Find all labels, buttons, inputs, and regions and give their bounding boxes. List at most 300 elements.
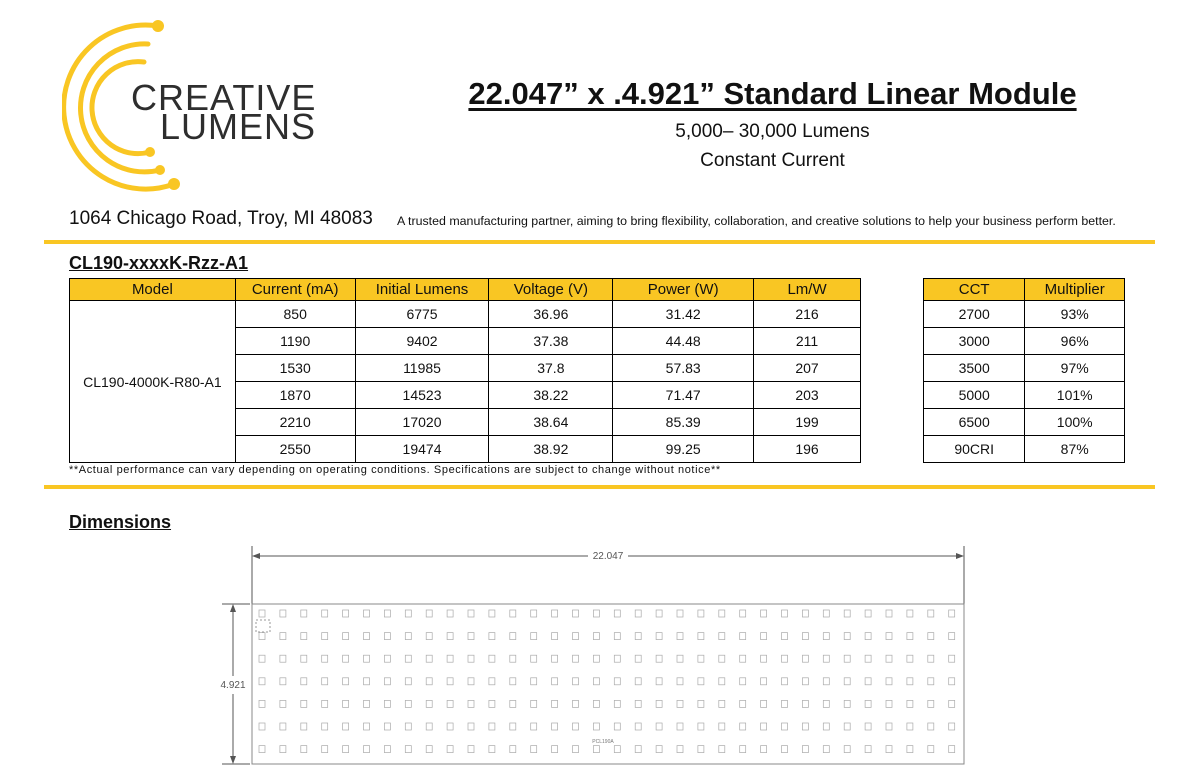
led-footprint: [782, 655, 788, 662]
led-footprint: [468, 700, 474, 707]
led-footprint: [698, 746, 704, 753]
led-footprint: [384, 723, 390, 730]
led-footprint: [426, 610, 432, 617]
led-footprint: [886, 633, 892, 640]
led-footprint: [573, 655, 579, 662]
led-footprint: [552, 723, 558, 730]
led-footprint: [949, 746, 955, 753]
led-footprint: [593, 678, 599, 685]
led-footprint: [886, 746, 892, 753]
arrow-down-icon: [230, 756, 236, 764]
led-footprint: [614, 610, 620, 617]
table-cell: 38.22: [489, 382, 613, 409]
lumen-range: 5,000– 30,000 Lumens: [675, 121, 870, 142]
table-cell: 19474: [355, 436, 489, 463]
col-header-lumens: Initial Lumens: [355, 279, 489, 301]
led-footprint: [384, 678, 390, 685]
board-label: PCL190A: [592, 739, 614, 745]
led-footprint: [719, 700, 725, 707]
led-footprint: [656, 633, 662, 640]
led-footprint: [447, 723, 453, 730]
led-footprint: [635, 700, 641, 707]
led-footprint: [740, 746, 746, 753]
led-footprint: [823, 746, 829, 753]
led-footprint: [949, 723, 955, 730]
led-footprint: [322, 700, 328, 707]
led-footprint: [573, 678, 579, 685]
table-cell: 17020: [355, 409, 489, 436]
led-footprint: [614, 633, 620, 640]
led-footprint: [656, 610, 662, 617]
led-footprint: [531, 723, 537, 730]
led-footprint: [782, 633, 788, 640]
led-footprint: [343, 655, 349, 662]
led-footprint: [865, 723, 871, 730]
table-cell: 44.48: [613, 328, 754, 355]
led-footprint: [322, 610, 328, 617]
led-footprint: [552, 633, 558, 640]
led-footprint: [865, 633, 871, 640]
led-footprint: [447, 700, 453, 707]
led-footprint: [823, 655, 829, 662]
led-footprint: [531, 700, 537, 707]
led-footprint: [782, 678, 788, 685]
led-footprint: [886, 700, 892, 707]
led-footprint: [322, 678, 328, 685]
led-footprint: [405, 678, 411, 685]
led-footprint: [886, 655, 892, 662]
led-footprint: [949, 610, 955, 617]
led-footprint: [468, 678, 474, 685]
led-footprint: [280, 700, 286, 707]
led-footprint: [426, 678, 432, 685]
led-footprint: [322, 746, 328, 753]
led-footprint: [280, 633, 286, 640]
led-footprint: [426, 746, 432, 753]
arrow-left-icon: [252, 553, 260, 559]
logo-word-lumens: LUMENS: [160, 106, 317, 147]
led-footprint: [782, 723, 788, 730]
led-footprint: [782, 746, 788, 753]
led-footprint: [949, 678, 955, 685]
table-cell: 90CRI: [924, 436, 1025, 463]
led-footprint: [384, 700, 390, 707]
led-footprint: [635, 633, 641, 640]
led-footprint: [635, 746, 641, 753]
led-footprint: [364, 700, 370, 707]
col-header-multiplier: Multiplier: [1025, 279, 1125, 301]
led-footprint: [573, 610, 579, 617]
table-cell: 203: [754, 382, 861, 409]
led-footprint: [364, 678, 370, 685]
led-footprint: [510, 678, 516, 685]
led-footprint: [301, 700, 307, 707]
led-footprint: [656, 746, 662, 753]
led-footprint: [510, 610, 516, 617]
led-footprint: [907, 678, 913, 685]
led-footprint: [489, 610, 495, 617]
led-footprint: [384, 633, 390, 640]
led-footprint: [802, 633, 808, 640]
led-footprint: [447, 678, 453, 685]
led-footprint: [531, 746, 537, 753]
led-footprint: [823, 700, 829, 707]
table-cell: 850: [235, 301, 355, 328]
led-footprint: [552, 678, 558, 685]
table-cell: 207: [754, 355, 861, 382]
led-footprint: [656, 700, 662, 707]
led-footprint: [635, 723, 641, 730]
led-footprint: [928, 655, 934, 662]
led-footprint: [802, 746, 808, 753]
led-footprint: [364, 723, 370, 730]
led-footprint: [405, 700, 411, 707]
led-footprint: [907, 700, 913, 707]
led-footprint: [698, 610, 704, 617]
table-cell: 87%: [1025, 436, 1125, 463]
table-cell: 38.64: [489, 409, 613, 436]
led-footprint: [865, 700, 871, 707]
led-footprint: [761, 700, 767, 707]
led-footprint: [635, 678, 641, 685]
led-footprint: [698, 678, 704, 685]
table-cell: 38.92: [489, 436, 613, 463]
table-cell: 3500: [924, 355, 1025, 382]
led-footprint: [510, 723, 516, 730]
led-footprint: [844, 746, 850, 753]
table-cell: 71.47: [613, 382, 754, 409]
led-footprint: [468, 655, 474, 662]
led-footprint: [531, 655, 537, 662]
led-footprint: [301, 655, 307, 662]
col-header-voltage: Voltage (V): [489, 279, 613, 301]
led-footprint: [405, 655, 411, 662]
led-footprint: [844, 633, 850, 640]
led-footprint: [865, 746, 871, 753]
led-footprint: [489, 723, 495, 730]
led-footprint: [280, 610, 286, 617]
table-cell: 100%: [1025, 409, 1125, 436]
width-label: 22.047: [592, 551, 624, 562]
led-footprint: [364, 746, 370, 753]
table-cell: 97%: [1025, 355, 1125, 382]
led-footprint: [677, 655, 683, 662]
led-footprint: [802, 700, 808, 707]
led-footprint: [677, 633, 683, 640]
table-cell: 36.96: [489, 301, 613, 328]
model-cell: CL190-4000K-R80-A1: [70, 301, 236, 463]
led-footprint: [280, 746, 286, 753]
led-footprint: [698, 633, 704, 640]
dimensions-heading: Dimensions: [69, 512, 172, 532]
led-footprint: [719, 723, 725, 730]
led-footprint: [823, 610, 829, 617]
led-footprint: [468, 746, 474, 753]
led-footprint: [573, 633, 579, 640]
table-cell: 37.8: [489, 355, 613, 382]
led-footprint: [844, 655, 850, 662]
led-footprint: [489, 678, 495, 685]
led-footprint: [614, 700, 620, 707]
table-cell: 57.83: [613, 355, 754, 382]
led-footprint: [259, 610, 265, 617]
led-footprint: [907, 610, 913, 617]
led-footprint: [823, 723, 829, 730]
led-footprint: [301, 746, 307, 753]
led-footprint: [259, 723, 265, 730]
led-footprint: [447, 633, 453, 640]
table-cell: 3000: [924, 328, 1025, 355]
led-footprint: [782, 700, 788, 707]
led-footprint: [426, 655, 432, 662]
table-cell: 11985: [355, 355, 489, 382]
led-footprint: [531, 678, 537, 685]
table-cell: 101%: [1025, 382, 1125, 409]
led-footprint: [259, 746, 265, 753]
led-footprint: [552, 610, 558, 617]
led-footprint: [259, 633, 265, 640]
led-footprint: [259, 655, 265, 662]
led-footprint: [322, 655, 328, 662]
led-footprint: [405, 610, 411, 617]
drive-type: Constant Current: [700, 150, 845, 171]
led-footprint: [635, 610, 641, 617]
led-footprint: [573, 746, 579, 753]
led-footprint: [656, 723, 662, 730]
led-footprint: [405, 723, 411, 730]
led-footprint: [531, 633, 537, 640]
led-footprint: [552, 655, 558, 662]
company-tagline: A trusted manufacturing partner, aiming to bring flexibility, collaboration, and creative solutions to help your business perform better.: [397, 214, 1116, 228]
led-footprint: [656, 655, 662, 662]
led-footprint: [677, 746, 683, 753]
led-footprint: [343, 678, 349, 685]
led-footprint: [719, 633, 725, 640]
led-footprint: [614, 678, 620, 685]
led-footprint: [844, 700, 850, 707]
led-footprint: [405, 746, 411, 753]
led-footprint: [552, 700, 558, 707]
table-cell: 1530: [235, 355, 355, 382]
company-address: 1064 Chicago Road, Troy, MI 48083: [69, 208, 373, 229]
table-cell: 211: [754, 328, 861, 355]
led-footprint: [698, 700, 704, 707]
table-cell: 14523: [355, 382, 489, 409]
led-footprint: [301, 610, 307, 617]
led-footprint: [426, 633, 432, 640]
col-header-cct: CCT: [924, 279, 1025, 301]
led-footprint: [384, 746, 390, 753]
height-label: 4.921: [220, 680, 246, 691]
led-footprint: [928, 746, 934, 753]
led-footprint: [447, 655, 453, 662]
led-footprint: [740, 723, 746, 730]
table-cell: 6775: [355, 301, 489, 328]
table-cell: 199: [754, 409, 861, 436]
led-footprint: [677, 678, 683, 685]
led-footprint: [510, 700, 516, 707]
led-footprint: [740, 655, 746, 662]
led-footprint: [740, 610, 746, 617]
led-footprint: [886, 723, 892, 730]
led-footprint: [677, 723, 683, 730]
part-number-heading: CL190-xxxxK-Rzz-A1: [69, 253, 249, 273]
led-footprint: [782, 610, 788, 617]
led-footprint: [468, 723, 474, 730]
led-footprint: [343, 633, 349, 640]
table-cell: 5000: [924, 382, 1025, 409]
led-footprint: [928, 678, 934, 685]
led-footprint: [823, 633, 829, 640]
table-cell: 1190: [235, 328, 355, 355]
col-header-current: Current (mA): [235, 279, 355, 301]
led-footprint: [677, 700, 683, 707]
led-footprint: [719, 678, 725, 685]
led-footprint: [761, 746, 767, 753]
led-footprint: [802, 610, 808, 617]
led-footprint: [343, 700, 349, 707]
led-footprint: [844, 610, 850, 617]
connector-outline: [256, 620, 270, 632]
led-footprint: [698, 723, 704, 730]
led-footprint: [928, 610, 934, 617]
led-footprint: [280, 655, 286, 662]
table-cell: 2550: [235, 436, 355, 463]
led-footprint: [280, 678, 286, 685]
led-footprint: [301, 723, 307, 730]
led-footprint: [426, 723, 432, 730]
table-cell: 1870: [235, 382, 355, 409]
led-footprint: [949, 633, 955, 640]
led-footprint: [322, 633, 328, 640]
disclaimer-note: **Actual performance can vary depending on operating conditions. Specifications are subject to change without notice**: [69, 464, 721, 476]
led-footprint: [301, 678, 307, 685]
led-footprint: [280, 723, 286, 730]
led-footprint: [907, 655, 913, 662]
page-title: 22.047” x .4.921” Standard Linear Module: [468, 76, 1077, 111]
led-footprint: [865, 678, 871, 685]
led-footprint: [761, 723, 767, 730]
led-footprint: [928, 700, 934, 707]
led-footprint: [447, 610, 453, 617]
led-footprint: [614, 723, 620, 730]
table-cell: 96%: [1025, 328, 1125, 355]
table-cell: 99.25: [613, 436, 754, 463]
led-footprint: [698, 655, 704, 662]
led-footprint: [447, 746, 453, 753]
col-header-model: Model: [70, 279, 236, 301]
led-footprint: [886, 610, 892, 617]
led-footprint: [802, 678, 808, 685]
led-footprint: [364, 633, 370, 640]
led-footprint: [907, 746, 913, 753]
led-footprint: [259, 678, 265, 685]
led-footprint: [364, 655, 370, 662]
led-footprint: [510, 746, 516, 753]
led-footprint: [426, 700, 432, 707]
led-footprint: [322, 723, 328, 730]
led-grid: [259, 610, 955, 753]
led-footprint: [343, 610, 349, 617]
led-footprint: [405, 633, 411, 640]
table-cell: 31.42: [613, 301, 754, 328]
table-cell: 85.39: [613, 409, 754, 436]
led-footprint: [740, 633, 746, 640]
led-footprint: [761, 678, 767, 685]
table-cell: 9402: [355, 328, 489, 355]
led-footprint: [573, 700, 579, 707]
led-footprint: [928, 633, 934, 640]
led-footprint: [343, 723, 349, 730]
table-cell: 216: [754, 301, 861, 328]
led-footprint: [510, 633, 516, 640]
table-cell: 2700: [924, 301, 1025, 328]
led-footprint: [593, 723, 599, 730]
led-footprint: [364, 610, 370, 617]
led-footprint: [510, 655, 516, 662]
led-footprint: [573, 723, 579, 730]
led-footprint: [489, 655, 495, 662]
led-footprint: [614, 746, 620, 753]
led-footprint: [677, 610, 683, 617]
led-footprint: [802, 655, 808, 662]
arrow-up-icon: [230, 604, 236, 612]
led-footprint: [384, 610, 390, 617]
led-footprint: [802, 723, 808, 730]
arrow-right-icon: [956, 553, 964, 559]
led-footprint: [740, 678, 746, 685]
led-footprint: [301, 633, 307, 640]
led-footprint: [761, 655, 767, 662]
led-footprint: [928, 723, 934, 730]
led-footprint: [468, 610, 474, 617]
led-footprint: [823, 678, 829, 685]
led-footprint: [740, 700, 746, 707]
led-footprint: [761, 633, 767, 640]
led-footprint: [593, 610, 599, 617]
led-footprint: [656, 678, 662, 685]
col-header-efficacy: Lm/W: [754, 279, 861, 301]
led-footprint: [593, 655, 599, 662]
led-footprint: [531, 610, 537, 617]
led-footprint: [384, 655, 390, 662]
led-footprint: [719, 655, 725, 662]
led-footprint: [761, 610, 767, 617]
led-footprint: [719, 746, 725, 753]
led-footprint: [949, 700, 955, 707]
led-footprint: [844, 678, 850, 685]
led-footprint: [719, 610, 725, 617]
table-cell: 37.38: [489, 328, 613, 355]
led-footprint: [593, 700, 599, 707]
led-footprint: [593, 746, 599, 753]
led-footprint: [635, 655, 641, 662]
col-header-power: Power (W): [613, 279, 754, 301]
led-footprint: [468, 633, 474, 640]
table-cell: 6500: [924, 409, 1025, 436]
table-cell: 93%: [1025, 301, 1125, 328]
led-footprint: [865, 655, 871, 662]
led-footprint: [343, 746, 349, 753]
logo-word-creative: CREATIVE: [131, 77, 317, 118]
led-footprint: [489, 700, 495, 707]
led-footprint: [489, 633, 495, 640]
led-footprint: [614, 655, 620, 662]
led-footprint: [949, 655, 955, 662]
led-footprint: [865, 610, 871, 617]
led-footprint: [907, 633, 913, 640]
table-cell: 2210: [235, 409, 355, 436]
